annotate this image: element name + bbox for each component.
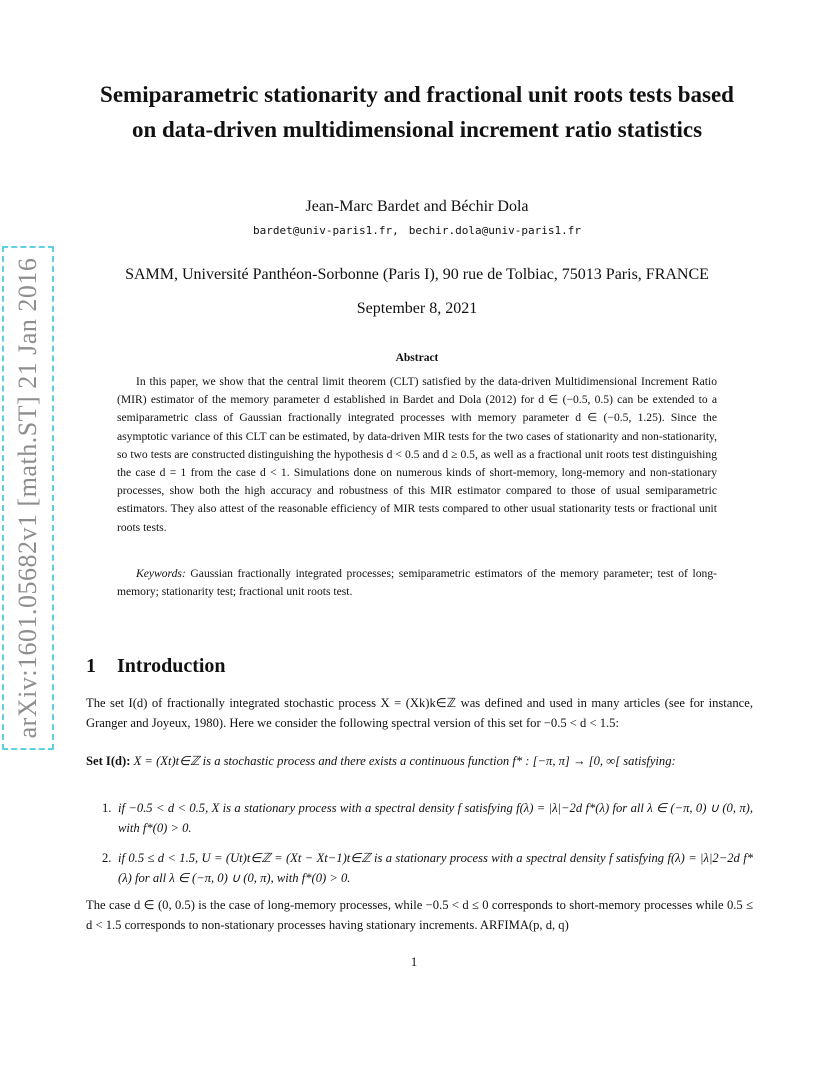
definition-paragraph [86, 751, 753, 771]
author-emails [90, 224, 744, 237]
item-1-number: 1. [102, 801, 112, 815]
affiliation: SAMM, Université Panthéon-Sorbonne (Paris I), 90 rue de Tolbiac, 75013 Paris, FRANCE [125, 266, 709, 283]
email-2[interactable]: bechir.dola@univ-paris1.fr [408, 224, 581, 237]
definition-label: Set I(d): [86, 754, 131, 768]
keywords-label: Keywords: [136, 567, 186, 580]
section-heading [86, 655, 226, 678]
page-number: 1 [410, 955, 418, 969]
paper-date: September 8, 2021 [356, 300, 478, 317]
abstract-heading: Abstract [395, 352, 439, 364]
abstract-text: In this paper, we show that the central limit theorem (CLT) satisfied by the data-driven Multidimensional Increment Ratio (MIR) estimator of the memory parameter d established in Bardet and Dola (2012) for d ∈ (−0.5, 0.5) can be extended to a semiparametric class of Gaussian fractionally integrated processes with memory parameter d ∈ (−0.5, 1.25). Since the asymptotic variance of this CLT can be estimated, by data-driven MIR tests for the two cases of stationarity and non-stationarity, so two tests are constructed distinguishing the hypothesis d < 0.5 and d ≥ 0.5, as well as a fractional unit roots test distinguishing the case d = 1 from the case d < 1. Simulations done on numerous kinds of short-memory, long-memory and non-stationary processes, show both the high accuracy and robustness of this MIR estimator compared to those of usual semiparametric estimators. They also attest of the reasonable efficiency of MIR tests compared to other usual stationarity tests or fractional unit roots tests. [117, 375, 717, 534]
intro-paragraph-2: The case d ∈ (0, 0.5) is the case of long-memory processes, while −0.5 < d ≤ 0 corresponds to short-memory processes while 0.5 ≤ d < 1.5 corresponds to non-stationary processes having stationary increments. ARFIMA(p, d, q) [86, 898, 753, 932]
intro-paragraph-1: The set I(d) of fractionally integrated stochastic process X = (Xk)k∈ℤ was defined and used in many articles (see for instance, Granger and Joyeux, 1980). Here we consider the following spectral version of this set for −0.5 < d < 1.5: [86, 696, 753, 730]
email-1[interactable]: bardet@univ-paris1.fr, [253, 224, 399, 237]
item-2-number: 2. [102, 851, 112, 865]
definition-body: X = (Xt)t∈ℤ is a stochastic process and there exists a continuous function f* : [−π, π] → [0, ∞[ satisfying: [133, 754, 676, 768]
authors: Jean-Marc Bardet and Béchir Dola [305, 198, 529, 215]
item-1-text: if −0.5 < d < 0.5, X is a stationary process with a spectral density f satisfying f(λ) = |λ|−2d f*(λ) for all λ ∈ (−π, 0) ∪ (0, π), with f*(0) > 0. [118, 801, 753, 835]
keywords-text: Gaussian fractionally integrated processes; semiparametric estimators of the memory parameter; test of long-memory; stationarity test; fractional unit roots test. [117, 567, 717, 599]
definition-item-2 [102, 848, 753, 888]
definition-item-1 [102, 798, 753, 838]
section-title: Introduction [117, 655, 226, 677]
keywords [117, 565, 717, 601]
section-number: 1 [86, 655, 96, 677]
paper-title: Semiparametric stationarity and fractional unit roots tests based on data-driven multidimensional increment ratio statistics [100, 82, 734, 142]
arxiv-stamp-text: arXiv:1601.05682v1 [math.ST] 21 Jan 2016 [13, 257, 42, 739]
item-2-text: if 0.5 ≤ d < 1.5, U = (Ut)t∈ℤ = (Xt − Xt−1)t∈ℤ is a stationary process with a spectral density f satisfying f(λ) = |λ|2−2d f*(λ) for all λ ∈ (−π, 0) ∪ (0, π), with f*(0) > 0. [118, 851, 753, 885]
arxiv-stamp[interactable] [2, 246, 54, 750]
